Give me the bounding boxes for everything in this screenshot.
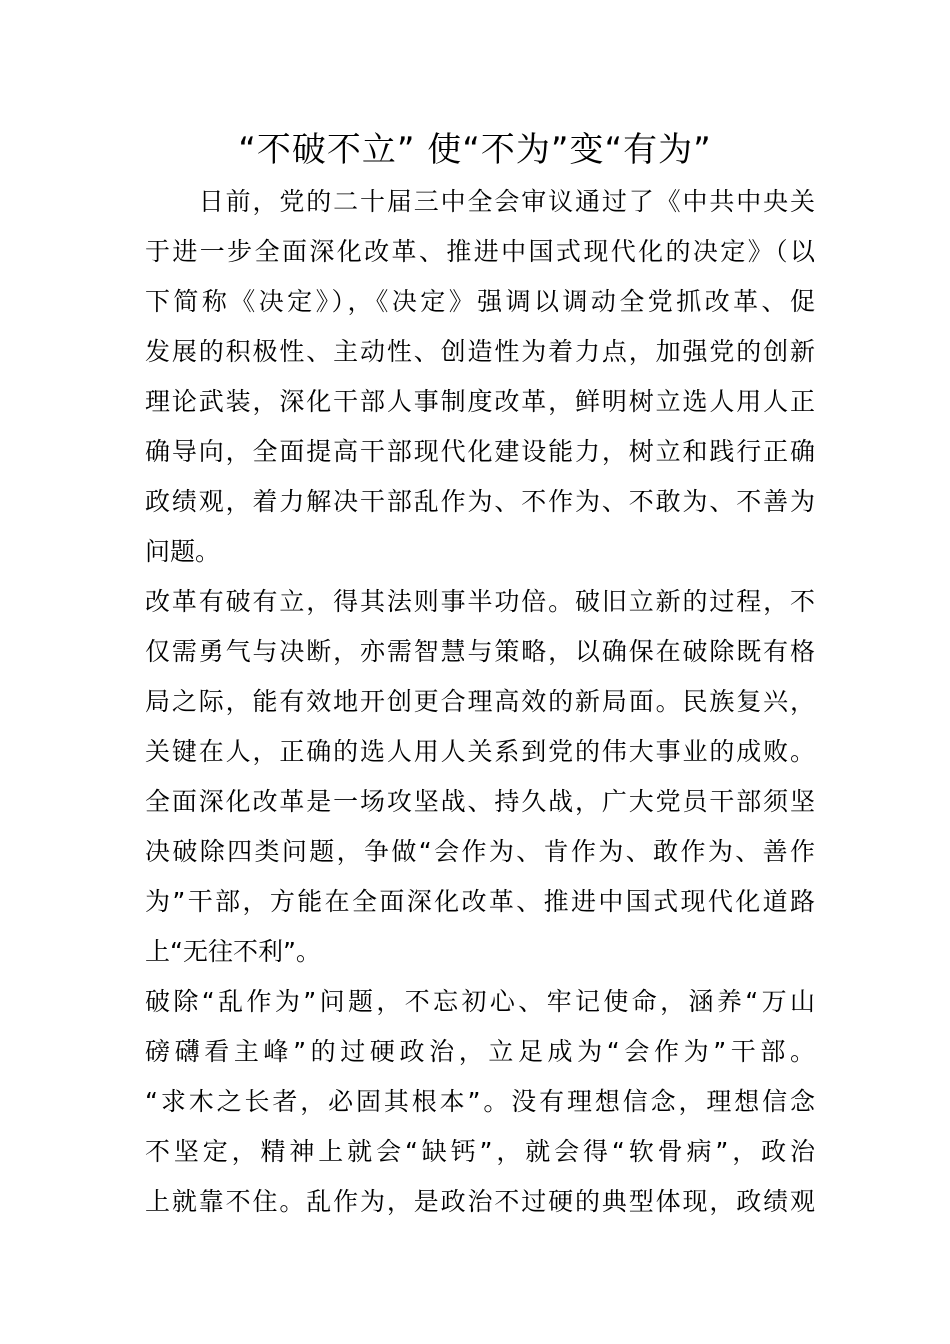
body-line: 日前，党的二十届三中全会审议通过了《中共中央关	[145, 187, 815, 216]
body-line: 局之际，能有效地开创更合理高效的新局面。民族复兴，	[145, 687, 815, 716]
body-line: 政绩观，着力解决干部乱作为、不作为、不敢为、不善为	[145, 487, 815, 516]
body-line: 下简称《决定》），《决定》强调以调动全党抓改革、促	[145, 287, 815, 316]
body-line: 仅需勇气与决断，亦需智慧与策略，以确保在破除既有格	[145, 637, 815, 666]
body-line: 确导向，全面提高干部现代化建设能力，树立和践行正确	[145, 437, 815, 466]
article-title: “不破不立” 使“不为”变“有为”	[238, 130, 712, 170]
body-line: 关键在人，正确的选人用人关系到党的伟大事业的成败。	[145, 737, 815, 766]
body-line: 决破除四类问题，争做“会作为、肯作为、敢作为、善作	[145, 837, 815, 866]
body-line: 磅礴看主峰”的过硬政治，立足成为“会作为”干部。	[145, 1037, 815, 1066]
body-line: “求木之长者，必固其根本”。没有理想信念，理想信念	[145, 1087, 815, 1116]
article-body	[145, 177, 815, 1227]
body-line: 全面深化改革是一场攻坚战、持久战，广大党员干部须坚	[145, 787, 815, 816]
body-line: 改革有破有立，得其法则事半功倍。破旧立新的过程，不	[145, 587, 815, 616]
body-line: 为”干部，方能在全面深化改革、推进中国式现代化道路	[145, 887, 815, 916]
body-line: 上“无往不利”。	[145, 937, 321, 966]
body-line: 不坚定，精神上就会“缺钙”，就会得“软骨病”，政治	[145, 1137, 815, 1166]
body-line: 问题。	[145, 537, 221, 566]
body-line: 于进一步全面深化改革、推进中国式现代化的决定》（以	[145, 237, 815, 266]
body-line: 破除“乱作为”问题，不忘初心、牢记使命，涵养“万山	[145, 987, 815, 1016]
body-line: 理论武装，深化干部人事制度改革，鲜明树立选人用人正	[145, 387, 815, 416]
body-line: 发展的积极性、主动性、创造性为着力点，加强党的创新	[145, 337, 815, 366]
body-line: 上就靠不住。乱作为，是政治不过硬的典型体现，政绩观	[145, 1187, 815, 1216]
